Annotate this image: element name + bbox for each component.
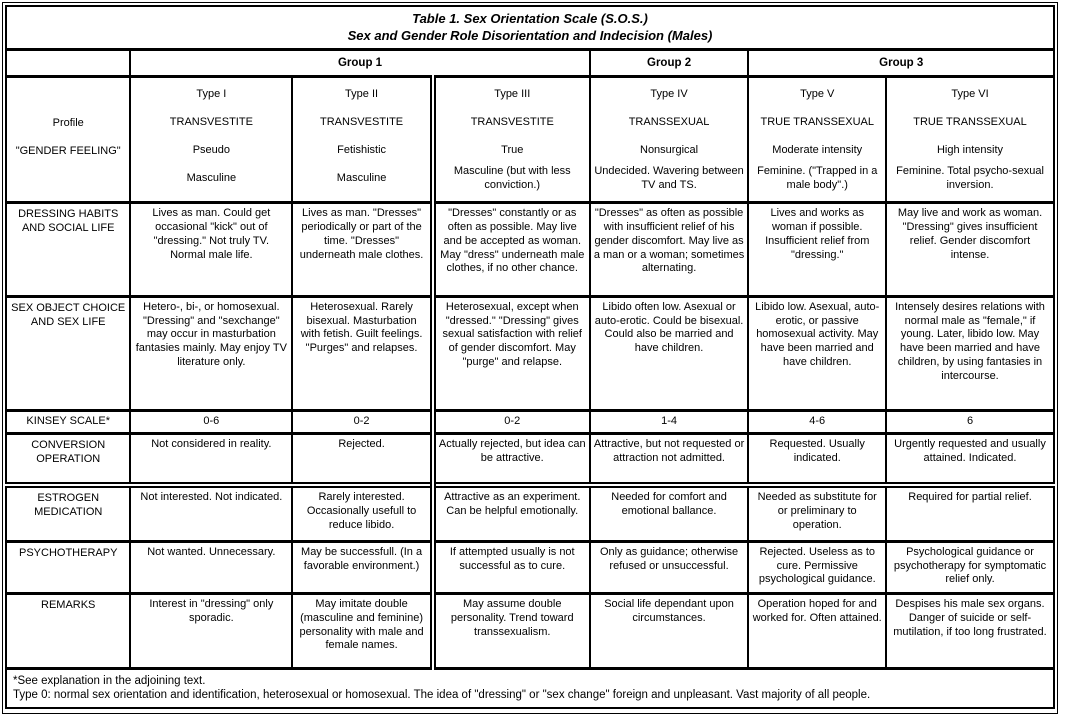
row-label-remarks: REMARKS — [6, 594, 130, 669]
sex-object-row — [6, 296, 1054, 410]
kinsey-cell-type-iv: 1-4 — [590, 411, 749, 434]
remarks-row — [6, 594, 1054, 669]
kinsey-cell-type-iii: 0-2 — [433, 411, 590, 434]
conversion-cell-type-v: Requested. Usually indicated. — [748, 433, 886, 485]
profile-label-line1: Profile — [52, 116, 84, 129]
type-label: Type V — [800, 87, 835, 100]
table-title-line1: Table 1. Sex Orientation Scale (S.O.S.) — [412, 10, 648, 26]
dressing-cell-type-vi: May live and work as woman. "Dressing" gives insufficient relief. Gender discomfort intense. — [886, 203, 1054, 296]
type-feeling: Masculine — [336, 171, 387, 184]
type-subtype: Nonsurgical — [640, 143, 699, 156]
psychotherapy-row — [6, 541, 1054, 593]
profile-cell-type-iii — [433, 76, 590, 203]
type-subtype: High intensity — [936, 143, 1004, 156]
conversion-cell-type-vi: Urgently requested and usually attained. Indicated. — [886, 433, 1054, 485]
psychotherapy-cell-type-iv: Only as guidance; otherwise refused or unsuccessful. — [590, 541, 749, 593]
group-3-header: Group 3 — [748, 49, 1054, 76]
footnote-row — [6, 668, 1054, 708]
type-label: Type III — [494, 87, 531, 100]
type-feeling: Masculine — [186, 171, 237, 184]
psychotherapy-cell-type-i: Not wanted. Unnecessary. — [130, 541, 292, 593]
type-label: Type II — [345, 87, 379, 100]
table-title-line2: Sex and Gender Role Disorientation and Indecision (Males) — [347, 28, 713, 44]
profile-cell-type-vi — [886, 76, 1054, 203]
conversion-cell-type-iii: Actually rejected, but idea can be attractive. — [433, 433, 590, 485]
type-subtype: True — [501, 143, 524, 156]
row-label-psychotherapy: PSYCHOTHERAPY — [6, 541, 130, 593]
psychotherapy-cell-type-iii: If attempted usually is not successful as to cure. — [433, 541, 590, 593]
type-name: TRUE TRANSSEXUAL — [913, 115, 1027, 128]
type-feeling: Feminine. ("Trapped in a male body".) — [757, 164, 878, 191]
conversion-operation-row — [6, 433, 1054, 485]
table-outer-frame — [2, 2, 1058, 714]
type-subtype: Pseudo — [192, 143, 230, 156]
profile-cell-type-i — [130, 76, 292, 203]
row-label-dressing: DRESSING HABITS AND SOCIAL LIFE — [6, 203, 130, 296]
table-title — [6, 6, 1054, 49]
profile-cell-type-iv — [590, 76, 749, 203]
type-name: TRANSVESTITE — [470, 115, 554, 128]
group-2-header: Group 2 — [590, 49, 749, 76]
estrogen-medication-row — [6, 485, 1054, 541]
psychotherapy-cell-type-ii: May be successfull. (In a favorable environment.) — [292, 541, 433, 593]
sex-object-cell-type-i: Hetero-, bi-, or homosexual. "Dressing" and "sexchange" may occur in masturbation fantasies mainly. May enjoy TV literature only. — [130, 296, 292, 410]
footnote-cell — [6, 668, 1054, 708]
sex-object-cell-type-iii: Heterosexual, except when "dressed." "Dressing" gives sexual satisfaction with relief of gender discomfort. May "purge" and relapse. — [433, 296, 590, 410]
sex-orientation-scale-table — [5, 5, 1055, 709]
kinsey-cell-type-vi: 6 — [886, 411, 1054, 434]
profile-row — [6, 76, 1054, 203]
kinsey-cell-type-i: 0-6 — [130, 411, 292, 434]
remarks-cell-type-vi: Despises his male sex organs. Danger of suicide or self-mutilation, if too long frustrated. — [886, 594, 1054, 669]
remarks-cell-type-iv: Social life dependant upon circumstances. — [590, 594, 749, 669]
dressing-cell-type-iii: "Dresses" constantly or as often as possible. May live and be accepted as woman. May "dress" underneath male clothes, if no other chance. — [433, 203, 590, 296]
row-label-conversion: CONVERSION OPERATION — [6, 433, 130, 485]
type-name: TRUE TRANSSEXUAL — [760, 115, 874, 128]
conversion-cell-type-ii: Rejected. — [292, 433, 433, 485]
type-name: TRANSVESTITE — [169, 115, 253, 128]
group-header-spacer — [6, 49, 130, 76]
remarks-cell-type-ii: May imitate double (masculine and feminine) personality with male and female names. — [292, 594, 433, 669]
psychotherapy-cell-type-v: Rejected. Useless as to cure. Permissive psychological guidance. — [748, 541, 886, 593]
dressing-habits-row — [6, 203, 1054, 296]
sex-object-cell-type-vi: Intensely desires relations with normal male as "female," if young. Later, libido low. May have been married and have children, by using fantasies in intercourse. — [886, 296, 1054, 410]
profile-cell-type-v — [748, 76, 886, 203]
estrogen-cell-type-ii: Rarely interested. Occasionally usefull to reduce libido. — [292, 485, 433, 541]
kinsey-cell-type-v: 4-6 — [748, 411, 886, 434]
type-label: Type VI — [951, 87, 989, 100]
estrogen-cell-type-vi: Required for partial relief. — [886, 485, 1054, 541]
group-header-row — [6, 49, 1054, 76]
type-name: TRANSVESTITE — [320, 115, 404, 128]
dressing-cell-type-i: Lives as man. Could get occasional "kick" out of "dressing." Not truly TV. Normal male life. — [130, 203, 292, 296]
row-label-kinsey: KINSEY SCALE* — [6, 411, 130, 434]
footnote-line2: Type 0: normal sex orientation and identification, heterosexual or homosexual. The idea of "dressing" or "sex change" foreign and unpleasant. Vast majority of all people. — [13, 689, 871, 702]
conversion-cell-type-i: Not considered in reality. — [130, 433, 292, 485]
type-subtype: Fetishistic — [337, 143, 387, 156]
type-label: Type IV — [650, 87, 688, 100]
profile-label-line2: "GENDER FEELING" — [15, 144, 121, 157]
dressing-cell-type-v: Lives and works as woman if possible. Insufficient relief from "dressing." — [748, 203, 886, 296]
sex-object-cell-type-ii: Heterosexual. Rarely bisexual. Masturbation with fetish. Guilt feelings. "Purges" and relapses. — [292, 296, 433, 410]
remarks-cell-type-v: Operation hoped for and worked for. Often attained. — [748, 594, 886, 669]
kinsey-scale-row — [6, 411, 1054, 434]
sex-object-cell-type-iv: Libido often low. Asexual or auto-erotic. Could be bisexual. Could also be married and have children. — [590, 296, 749, 410]
dressing-cell-type-iv: "Dresses" as often as possible with insufficient relief of his gender discomfort. May live as a man or a woman; sometimes alternating. — [590, 203, 749, 296]
type-subtype: Moderate intensity — [772, 143, 863, 156]
estrogen-cell-type-i: Not interested. Not indicated. — [130, 485, 292, 541]
psychotherapy-cell-type-vi: Psychological guidance or psychotherapy for symptomatic relief only. — [886, 541, 1054, 593]
type-feeling: Masculine (but with less conviction.) — [453, 164, 571, 191]
type-feeling: Undecided. Wavering between TV and TS. — [594, 164, 744, 191]
row-label-sex-object: SEX OBJECT CHOICE AND SEX LIFE — [6, 296, 130, 410]
estrogen-cell-type-iv: Needed for comfort and emotional ballance. — [590, 485, 749, 541]
sex-object-cell-type-v: Libido low. Asexual, auto-erotic, or passive homosexual activity. May have been married and have children. — [748, 296, 886, 410]
group-1-header: Group 1 — [130, 49, 589, 76]
row-label-estrogen: ESTROGEN MEDICATION — [6, 485, 130, 541]
remarks-cell-type-i: Interest in "dressing" only sporadic. — [130, 594, 292, 669]
remarks-cell-type-iii: May assume double personality. Trend toward transsexualism. — [433, 594, 590, 669]
type-label: Type I — [196, 87, 227, 100]
row-label-profile — [6, 76, 130, 203]
estrogen-cell-type-iii: Attractive as an experiment. Can be helpful emotionally. — [433, 485, 590, 541]
conversion-cell-type-iv: Attractive, but not requested or attraction not admitted. — [590, 433, 749, 485]
title-row — [6, 6, 1054, 49]
type-name: TRANSSEXUAL — [628, 115, 710, 128]
estrogen-cell-type-v: Needed as substitute for or preliminary to operation. — [748, 485, 886, 541]
footnote-line1: *See explanation in the adjoining text. — [13, 674, 206, 687]
profile-cell-type-ii — [292, 76, 433, 203]
kinsey-cell-type-ii: 0-2 — [292, 411, 433, 434]
type-feeling: Feminine. Total psycho-sexual inversion. — [896, 164, 1044, 191]
dressing-cell-type-ii: Lives as man. "Dresses" periodically or part of the time. "Dresses" underneath male clothes. — [292, 203, 433, 296]
